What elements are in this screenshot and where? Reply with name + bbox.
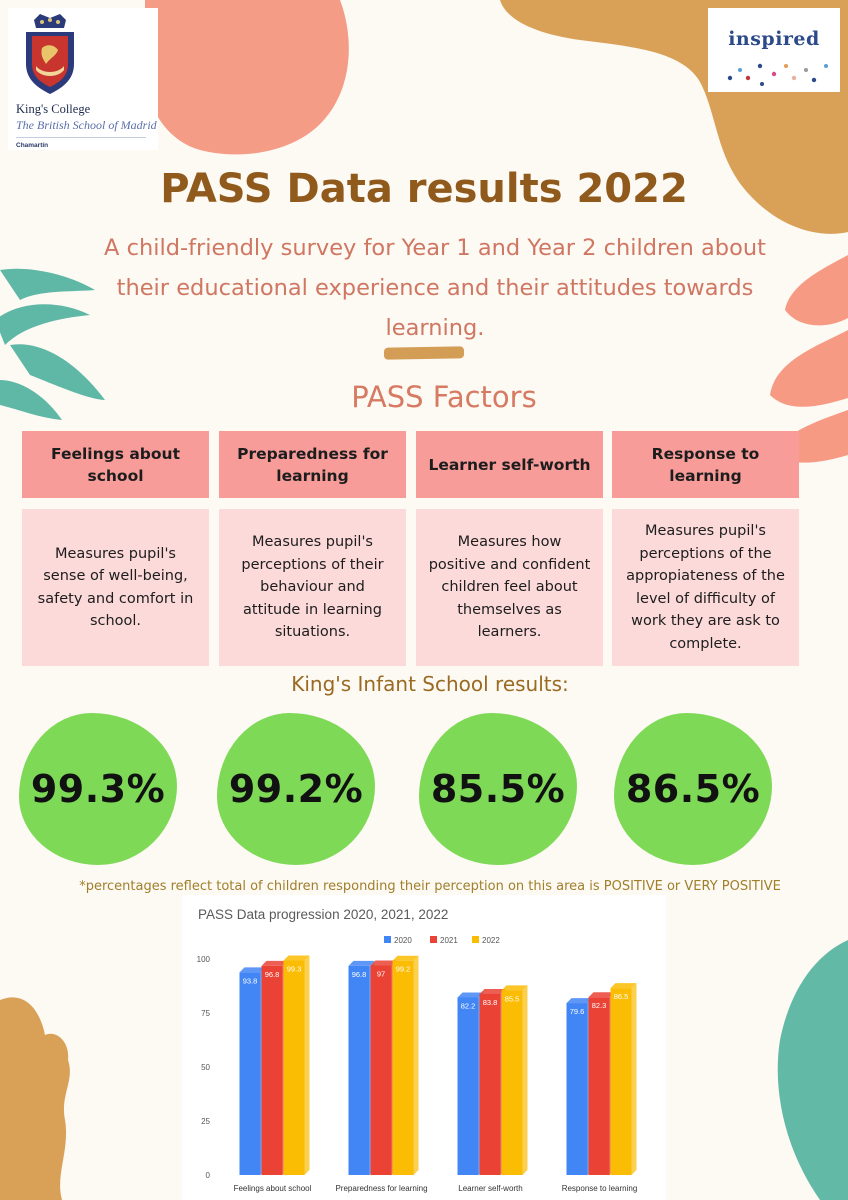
school-subtitle: The British School of Madrid xyxy=(16,118,157,132)
results-heading: King's Infant School results: xyxy=(291,672,569,696)
legend-swatch xyxy=(430,936,437,943)
bar-side xyxy=(523,985,528,1175)
y-tick-label: 100 xyxy=(196,955,210,964)
y-tick-label: 0 xyxy=(205,1171,210,1180)
logo-divider xyxy=(16,137,146,138)
x-tick-label: Response to learning xyxy=(561,1184,638,1193)
y-tick-label: 75 xyxy=(201,1009,210,1018)
brush-divider xyxy=(384,346,464,359)
bar-value-label: 99.2 xyxy=(395,964,411,974)
chart-title: PASS Data progression 2020, 2021, 2022 xyxy=(198,907,449,922)
page-subtitle: A child-friendly survey for Year 1 and Year 2 children about their educational experience and their attitudes towards learning. xyxy=(104,235,766,341)
bar-value-label: 86.5 xyxy=(613,992,629,1002)
result-value: 85.5% xyxy=(430,767,566,811)
bar xyxy=(262,966,283,1175)
bar-value-label: 85.5 xyxy=(504,994,520,1004)
bar xyxy=(240,972,261,1175)
bar xyxy=(371,965,392,1175)
bar xyxy=(284,961,305,1175)
campus-name: Chamartín xyxy=(16,142,49,149)
result-badge xyxy=(614,713,772,865)
bar-value-label: 93.8 xyxy=(242,976,258,986)
bar-value-label: 96.8 xyxy=(351,969,367,979)
progression-chart xyxy=(182,895,666,1200)
bar-side xyxy=(414,956,419,1175)
result-badge xyxy=(19,713,177,865)
x-tick-label: Preparedness for learning xyxy=(335,1184,428,1193)
factor-description: Measures pupil's sense of well-being, safety and comfort in school. xyxy=(22,509,209,666)
bar xyxy=(393,961,414,1175)
x-tick-label: Learner self-worth xyxy=(458,1184,523,1193)
page-title: PASS Data results 2022 xyxy=(160,166,688,212)
factor-title: Response to learning xyxy=(612,431,799,498)
bar-side xyxy=(632,983,637,1175)
factor-title: Feelings about school xyxy=(22,431,209,498)
bar xyxy=(458,997,479,1175)
bar xyxy=(349,966,370,1175)
y-tick-label: 25 xyxy=(201,1117,210,1126)
bar-value-label: 97 xyxy=(376,969,386,979)
legend-label: 2022 xyxy=(482,936,500,945)
bar xyxy=(480,994,501,1175)
bar-value-label: 82.2 xyxy=(460,1001,476,1011)
bar-value-label: 96.8 xyxy=(264,969,280,979)
bar-chart xyxy=(182,895,666,1200)
y-tick-label: 50 xyxy=(201,1063,210,1072)
bar xyxy=(589,997,610,1175)
bar-value-label: 82.3 xyxy=(591,1001,607,1011)
legend-label: 2020 xyxy=(394,936,412,945)
school-crest-icon xyxy=(20,14,80,98)
bar xyxy=(611,988,632,1175)
bar-value-label: 79.6 xyxy=(569,1007,585,1017)
results-footnote: *percentages reflect total of children responding their perception on this area is POSITIVE or VERY POSITIVE xyxy=(79,879,781,894)
legend-label: 2021 xyxy=(440,936,458,945)
legend-swatch xyxy=(472,936,479,943)
bar-value-label: 83.8 xyxy=(482,997,498,1007)
dots-pattern-icon xyxy=(714,56,834,90)
school-name: King's College xyxy=(16,102,91,116)
inspired-logo xyxy=(708,8,840,92)
result-value: 86.5% xyxy=(625,767,761,811)
kings-college-logo xyxy=(8,8,158,150)
factor-description: Measures how positive and confident children feel about themselves as learners. xyxy=(416,509,603,666)
x-tick-label: Feelings about school xyxy=(233,1184,312,1193)
bar-value-label: 99.3 xyxy=(286,964,302,974)
result-badge xyxy=(217,713,375,865)
result-value: 99.3% xyxy=(30,767,166,811)
factor-title: Learner self-worth xyxy=(416,431,603,498)
bar xyxy=(502,990,523,1175)
legend-swatch xyxy=(384,936,391,943)
bar-side xyxy=(305,956,310,1175)
factor-description: Measures pupil's perceptions of their behaviour and attitude in learning situations. xyxy=(219,509,406,666)
result-value: 99.2% xyxy=(228,767,364,811)
bar xyxy=(567,1003,588,1175)
factors-heading: PASS Factors xyxy=(351,380,537,414)
factor-title: Preparedness for learning xyxy=(219,431,406,498)
result-badge xyxy=(419,713,577,865)
inspired-wordmark: inspired xyxy=(728,28,820,50)
factor-description: Measures pupil's perceptions of the appropiateness of the level of difficulty of work they are ask to complete. xyxy=(612,509,799,666)
